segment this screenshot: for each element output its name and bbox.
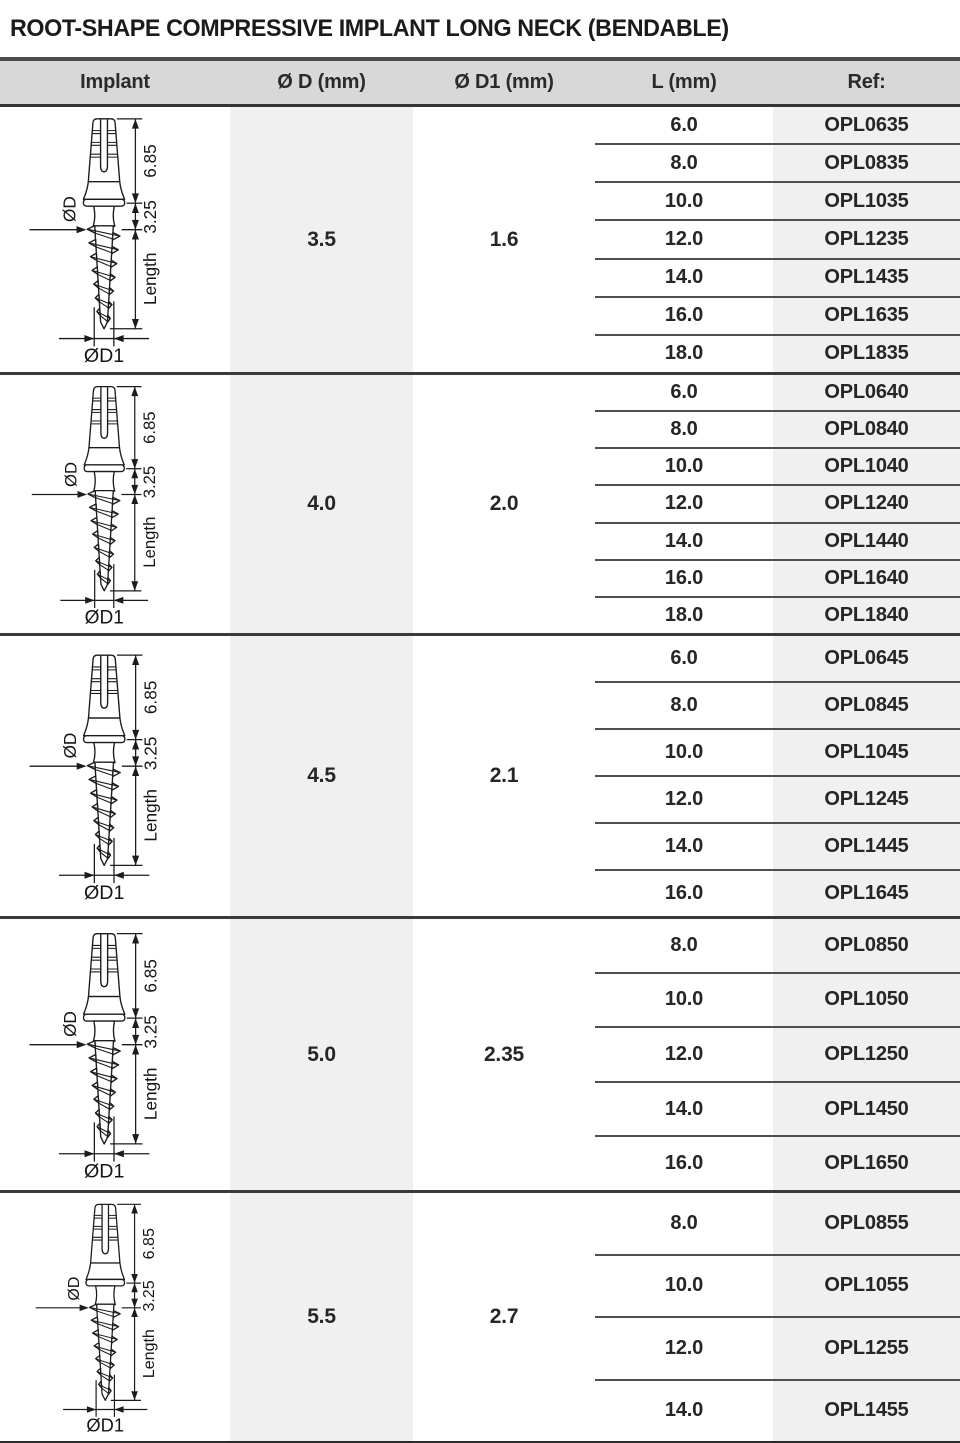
- table-row: [595, 596, 960, 633]
- table-row: [595, 334, 960, 372]
- length-value: 16.0: [664, 566, 704, 589]
- ref-cell: [773, 221, 960, 257]
- length-cell: [595, 183, 773, 219]
- ref-value: OPL0645: [824, 647, 909, 669]
- ref-cell: [773, 1381, 960, 1442]
- length-cell: [595, 1083, 773, 1136]
- table-header-row: [0, 57, 960, 107]
- table-row: [595, 775, 960, 822]
- ref-cell: [773, 683, 960, 728]
- collar-height-label: 3.25: [140, 736, 161, 771]
- ref-value: OPL1240: [824, 492, 909, 515]
- length-cell: [595, 1193, 773, 1254]
- implant-diagram-cell: [0, 636, 230, 916]
- table-row: [595, 972, 960, 1027]
- length-cell: [595, 145, 773, 181]
- ref-cell: [773, 1137, 960, 1190]
- length-value: 16.0: [664, 882, 704, 904]
- ref-value: OPL1235: [824, 227, 909, 250]
- length-value: 6.0: [670, 113, 698, 136]
- length-ref-rows: [595, 919, 960, 1190]
- ref-cell: [773, 375, 960, 410]
- length-value: 14.0: [664, 266, 704, 289]
- length-ref-rows: [595, 1193, 960, 1441]
- header-ref: Ref:: [847, 71, 886, 93]
- dimension-lines: [30, 934, 150, 1162]
- implant-drawing: [86, 1204, 124, 1400]
- table-row: [595, 107, 960, 143]
- apical-diameter-label: ØD1: [86, 1414, 124, 1436]
- table-row: [595, 219, 960, 257]
- ref-cell: [773, 730, 960, 775]
- ref-cell: [773, 145, 960, 181]
- length-cell: [595, 524, 773, 559]
- ref-value: OPL1035: [824, 189, 909, 212]
- collar-height-label: 3.25: [140, 200, 161, 234]
- table-row: [595, 143, 960, 181]
- dimension-lines: [35, 1204, 147, 1417]
- ref-cell: [773, 1193, 960, 1254]
- ref-cell: [773, 1256, 960, 1317]
- length-value: 16.0: [664, 304, 704, 327]
- implant-diagram: [2, 111, 228, 368]
- length-value: 10.0: [664, 189, 704, 212]
- length-cell: [595, 1137, 773, 1190]
- table-row: [595, 1026, 960, 1081]
- implant-diagram: [5, 379, 224, 629]
- table-row: [595, 681, 960, 728]
- collar-height-label: 3.25: [139, 1280, 158, 1312]
- diameter-d-cell: [230, 636, 413, 916]
- ref-value: OPL0640: [824, 381, 909, 404]
- apical-diameter-label: ØD1: [83, 1160, 125, 1183]
- length-value: 6.0: [670, 381, 698, 404]
- ref-value: OPL1255: [824, 1336, 909, 1359]
- table-row: [595, 822, 960, 869]
- length-cell: [595, 449, 773, 484]
- dimension-lines: [30, 655, 150, 883]
- diameter-d1-cell: [413, 919, 595, 1190]
- table-body: [0, 107, 960, 1443]
- implant-drawing: [84, 387, 124, 591]
- ref-value: OPL0635: [824, 113, 909, 136]
- length-value: 8.0: [670, 151, 698, 174]
- diameter-d-cell: [230, 1193, 413, 1441]
- length-cell: [595, 683, 773, 728]
- length-value: 18.0: [664, 342, 704, 365]
- implant-spec-table: [0, 57, 960, 1443]
- length-cell: [595, 1028, 773, 1081]
- length-value: 16.0: [664, 1152, 704, 1175]
- table-row: [595, 181, 960, 219]
- diameter-d-value: 5.5: [307, 1305, 336, 1328]
- body-length-label: Length: [139, 1329, 158, 1379]
- length-value: 18.0: [664, 603, 704, 626]
- length-value: 10.0: [664, 1274, 704, 1297]
- ref-cell: [773, 412, 960, 447]
- implant-diagram: [10, 1197, 221, 1437]
- header-diameter-d1: Ø D1 (mm): [454, 71, 554, 93]
- diameter-d1-value: 1.6: [489, 227, 519, 251]
- ref-value: OPL1050: [824, 988, 909, 1011]
- diameter-d1-cell: [413, 1193, 595, 1441]
- length-value: 8.0: [670, 418, 698, 441]
- length-cell: [595, 486, 773, 521]
- diameter-d-value: 3.5: [307, 227, 336, 251]
- diameter-d1-cell: [413, 636, 595, 916]
- length-value: 12.0: [664, 1042, 704, 1065]
- diameter-d-cell: [230, 919, 413, 1190]
- table-row: [595, 1193, 960, 1254]
- length-cell: [595, 919, 773, 972]
- ref-cell: [773, 561, 960, 596]
- ref-value: OPL0840: [824, 418, 909, 441]
- diameter-d-value: 4.0: [307, 492, 336, 515]
- diameter-d1-cell: [413, 375, 595, 633]
- length-value: 12.0: [664, 1336, 704, 1359]
- ref-value: OPL1840: [824, 603, 909, 626]
- implant-diagram-cell: [0, 375, 230, 633]
- table-row: [595, 484, 960, 521]
- ref-value: OPL1440: [824, 529, 909, 552]
- table-row: [595, 1316, 960, 1379]
- outer-diameter-label: ØD: [61, 461, 81, 487]
- collar-height-label: 3.25: [140, 1015, 161, 1049]
- ref-cell: [773, 636, 960, 681]
- implant-diagram: [2, 923, 228, 1186]
- implant-group-row: [0, 372, 960, 633]
- table-row: [595, 375, 960, 410]
- ref-value: OPL1645: [824, 882, 909, 904]
- ref-value: OPL0835: [824, 151, 909, 174]
- table-row: [595, 1081, 960, 1136]
- implant-group-row: [0, 107, 960, 372]
- ref-cell: [773, 486, 960, 521]
- table-row: [595, 919, 960, 972]
- ref-cell: [773, 336, 960, 372]
- length-value: 12.0: [664, 788, 704, 810]
- body-length-label: Length: [140, 1067, 161, 1121]
- length-ref-rows: [595, 107, 960, 372]
- diameter-d1-cell: [413, 107, 595, 372]
- length-cell: [595, 221, 773, 257]
- ref-value: OPL0855: [824, 1211, 909, 1234]
- table-row: [595, 869, 960, 916]
- length-value: 10.0: [664, 988, 704, 1011]
- length-cell: [595, 1256, 773, 1317]
- outer-diameter-label: ØD: [59, 196, 80, 222]
- length-value: 12.0: [664, 227, 704, 250]
- ref-value: OPL1040: [824, 455, 909, 478]
- ref-cell: [773, 824, 960, 869]
- ref-cell: [773, 524, 960, 559]
- table-row: [595, 258, 960, 296]
- neck-height-label: 6.85: [140, 144, 161, 178]
- body-length-label: Length: [140, 252, 161, 305]
- implant-drawing: [84, 655, 125, 865]
- ref-cell: [773, 1028, 960, 1081]
- ref-value: OPL1435: [824, 266, 909, 289]
- length-cell: [595, 1381, 773, 1442]
- implant-drawing: [84, 934, 125, 1144]
- implant-diagram-cell: [0, 107, 230, 372]
- implant-diagram: [2, 640, 228, 912]
- neck-height-label: 6.85: [140, 680, 161, 715]
- diameter-d-cell: [230, 107, 413, 372]
- length-cell: [595, 777, 773, 822]
- ref-value: OPL1045: [824, 741, 909, 763]
- table-row: [595, 296, 960, 334]
- header-implant: Implant: [80, 71, 150, 93]
- length-value: 12.0: [664, 492, 704, 515]
- diameter-d-cell: [230, 375, 413, 633]
- length-value: 6.0: [670, 647, 698, 669]
- dimension-lines: [30, 119, 150, 347]
- ref-cell: [773, 919, 960, 972]
- length-value: 10.0: [664, 741, 704, 763]
- implant-group-row: [0, 633, 960, 916]
- ref-cell: [773, 183, 960, 219]
- diameter-d1-value: 2.7: [489, 1305, 519, 1328]
- length-value: 14.0: [664, 1097, 704, 1120]
- outer-diameter-label: ØD: [59, 1011, 80, 1037]
- neck-height-label: 6.85: [140, 411, 160, 444]
- length-cell: [595, 1318, 773, 1379]
- length-cell: [595, 260, 773, 296]
- ref-cell: [773, 1083, 960, 1136]
- length-cell: [595, 871, 773, 916]
- table-row: [595, 636, 960, 681]
- ref-cell: [773, 598, 960, 633]
- neck-height-label: 6.85: [140, 959, 161, 993]
- header-length: L (mm): [651, 71, 717, 93]
- length-cell: [595, 636, 773, 681]
- table-row: [595, 1135, 960, 1190]
- implant-group-row: [0, 1190, 960, 1441]
- ref-cell: [773, 107, 960, 143]
- length-value: 8.0: [670, 1211, 698, 1234]
- length-cell: [595, 336, 773, 372]
- implant-group-row: [0, 916, 960, 1190]
- diameter-d-value: 4.5: [307, 764, 336, 787]
- ref-cell: [773, 1318, 960, 1379]
- length-cell: [595, 412, 773, 447]
- table-row: [595, 447, 960, 484]
- ref-cell: [773, 974, 960, 1027]
- table-row: [595, 410, 960, 447]
- header-diameter-d: Ø D (mm): [277, 71, 366, 93]
- length-cell: [595, 298, 773, 334]
- ref-cell: [773, 449, 960, 484]
- table-row: [595, 1379, 960, 1442]
- diameter-d1-value: 2.1: [489, 764, 519, 787]
- apical-diameter-label: ØD1: [83, 881, 125, 904]
- dimension-lines: [32, 387, 148, 608]
- ref-value: OPL1650: [824, 1152, 909, 1175]
- outer-diameter-label: ØD: [64, 1276, 83, 1301]
- length-value: 10.0: [664, 455, 704, 478]
- implant-diagram-cell: [0, 919, 230, 1190]
- ref-value: OPL0850: [824, 933, 909, 956]
- page-title: ROOT-SHAPE COMPRESSIVE IMPLANT LONG NECK (BENDABLE): [10, 14, 729, 42]
- length-value: 14.0: [664, 529, 704, 552]
- ref-value: OPL1245: [824, 788, 909, 810]
- length-value: 14.0: [664, 835, 704, 857]
- ref-cell: [773, 777, 960, 822]
- diameter-d1-value: 2.35: [483, 1042, 525, 1066]
- implant-drawing: [84, 119, 125, 329]
- ref-value: OPL1450: [824, 1097, 909, 1120]
- table-row: [595, 728, 960, 775]
- length-cell: [595, 824, 773, 869]
- collar-height-label: 3.25: [140, 465, 160, 499]
- implant-diagram-cell: [0, 1193, 230, 1441]
- ref-cell: [773, 260, 960, 296]
- ref-value: OPL1055: [824, 1274, 909, 1297]
- ref-value: OPL0845: [824, 694, 909, 716]
- table-row: [595, 559, 960, 596]
- ref-cell: [773, 298, 960, 334]
- length-cell: [595, 375, 773, 410]
- length-cell: [595, 730, 773, 775]
- ref-value: OPL1835: [824, 342, 909, 365]
- title-bar: [0, 0, 960, 57]
- outer-diameter-label: ØD: [59, 732, 80, 759]
- length-cell: [595, 974, 773, 1027]
- table-row: [595, 1254, 960, 1317]
- body-length-label: Length: [140, 789, 161, 842]
- ref-value: OPL1455: [824, 1399, 909, 1422]
- length-cell: [595, 107, 773, 143]
- table-row: [595, 522, 960, 559]
- length-value: 14.0: [664, 1399, 704, 1422]
- ref-value: OPL1250: [824, 1042, 909, 1065]
- length-value: 8.0: [670, 694, 698, 716]
- ref-value: OPL1445: [824, 835, 909, 857]
- diameter-d1-value: 2.0: [489, 492, 519, 515]
- length-cell: [595, 598, 773, 633]
- length-ref-rows: [595, 636, 960, 916]
- length-ref-rows: [595, 375, 960, 633]
- ref-cell: [773, 871, 960, 916]
- body-length-label: Length: [140, 516, 160, 568]
- ref-value: OPL1640: [824, 566, 909, 589]
- length-cell: [595, 561, 773, 596]
- apical-diameter-label: ØD1: [84, 345, 125, 368]
- diameter-d-value: 5.0: [307, 1042, 336, 1066]
- neck-height-label: 6.85: [139, 1228, 158, 1260]
- apical-diameter-label: ØD1: [84, 607, 125, 629]
- ref-value: OPL1635: [824, 304, 909, 327]
- length-value: 8.0: [670, 933, 698, 956]
